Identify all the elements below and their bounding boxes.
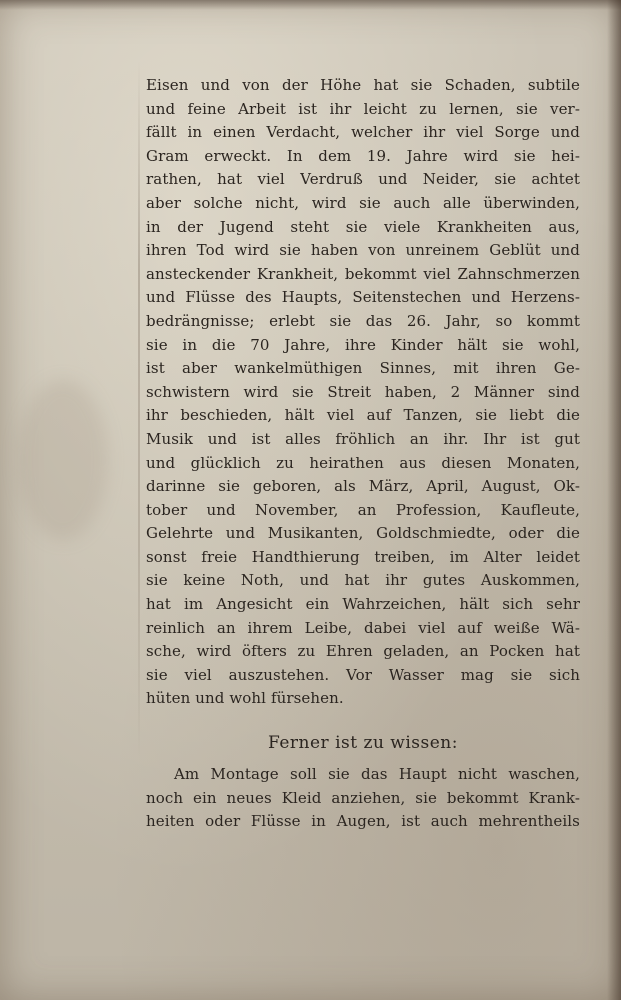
text-line: Am Montage soll sie das Haupt nicht waschen,	[174, 765, 580, 784]
text-line: rathen, hat viel Verdruß und Neider, sie achtet	[146, 170, 580, 189]
text-line: Musik und ist alles fröhlich an ihr. Ihr ist gut	[146, 429, 580, 448]
text-line: sche, wird öfters zu Ehren geladen, an Pocken hat	[146, 642, 580, 661]
text-line: noch ein neues Kleid anziehen, sie bekommt Krank-	[146, 788, 580, 807]
text-line: Gram erweckt. In dem 19. Jahre wird sie hei-	[146, 146, 580, 165]
text-line: ist aber wankelmüthigen Sinnes, mit ihren Ge-	[146, 359, 580, 378]
text-line: sonst freie Handthierung treiben, im Alter leidet	[146, 547, 580, 566]
page-edge-shadow-right	[607, 0, 621, 1000]
text-line: schwistern wird sie Streit haben, 2 Männer sind	[146, 382, 580, 401]
text-line: und feine Arbeit ist ihr leicht zu lernen, sie ver-	[146, 99, 580, 118]
text-line: Eisen und von der Höhe hat sie Schaden, subtile	[146, 76, 580, 94]
text-line: ansteckender Krankheit, bekommt viel Zahnschmerzen	[146, 264, 580, 283]
text-line: ihr beschieden, hält viel auf Tanzen, sie liebt die	[146, 406, 580, 425]
text-line: sie keine Noth, und hat ihr gutes Auskommen,	[146, 571, 580, 590]
text-line: bedrängnisse; erlebt sie das 26. Jahr, so kommt	[146, 311, 580, 330]
page-edge-shadow-top	[0, 0, 621, 10]
text-line: reinlich an ihrem Leibe, dabei viel auf weiße Wä-	[146, 618, 580, 637]
paragraph-1	[146, 74, 580, 711]
text-line: heiten oder Flüsse in Augen, ist auch mehrentheils	[146, 812, 580, 831]
paper-stain	[18, 380, 108, 540]
text-line: und glücklich zu heirathen aus diesen Monaten,	[146, 453, 580, 472]
text-line: tober und November, an Profession, Kaufleute,	[146, 500, 580, 519]
text-line: aber solche nicht, wird sie auch alle überwinden,	[146, 193, 580, 212]
text-line: sie viel auszustehen. Vor Wasser mag sie sich	[146, 665, 580, 684]
text-line: fällt in einen Verdacht, welcher ihr viel Sorge und	[146, 123, 580, 142]
text-block	[146, 74, 580, 834]
text-line: Gelehrte und Musikanten, Goldschmiedte, oder die	[146, 524, 580, 543]
paragraph-2	[146, 763, 580, 834]
text-line: ihren Tod wird sie haben von unreinem Geblüt und	[146, 241, 580, 260]
text-line: und Flüsse des Haupts, Seitenstechen und Herzens-	[146, 288, 580, 307]
paper-fold-crease	[138, 60, 140, 760]
text-line: darinne sie geboren, als März, April, August, Ok-	[146, 477, 580, 496]
text-line: in der Jugend steht sie viele Krankheiten aus,	[146, 217, 580, 236]
text-line: hat im Angesicht ein Wahrzeichen, hält sich sehr	[146, 595, 580, 614]
section-heading: Ferner ist zu wissen:	[268, 733, 458, 754]
text-line: sie in die 70 Jahre, ihre Kinder hält sie wohl,	[146, 335, 580, 354]
text-line: hüten und wohl fürsehen.	[146, 689, 344, 708]
